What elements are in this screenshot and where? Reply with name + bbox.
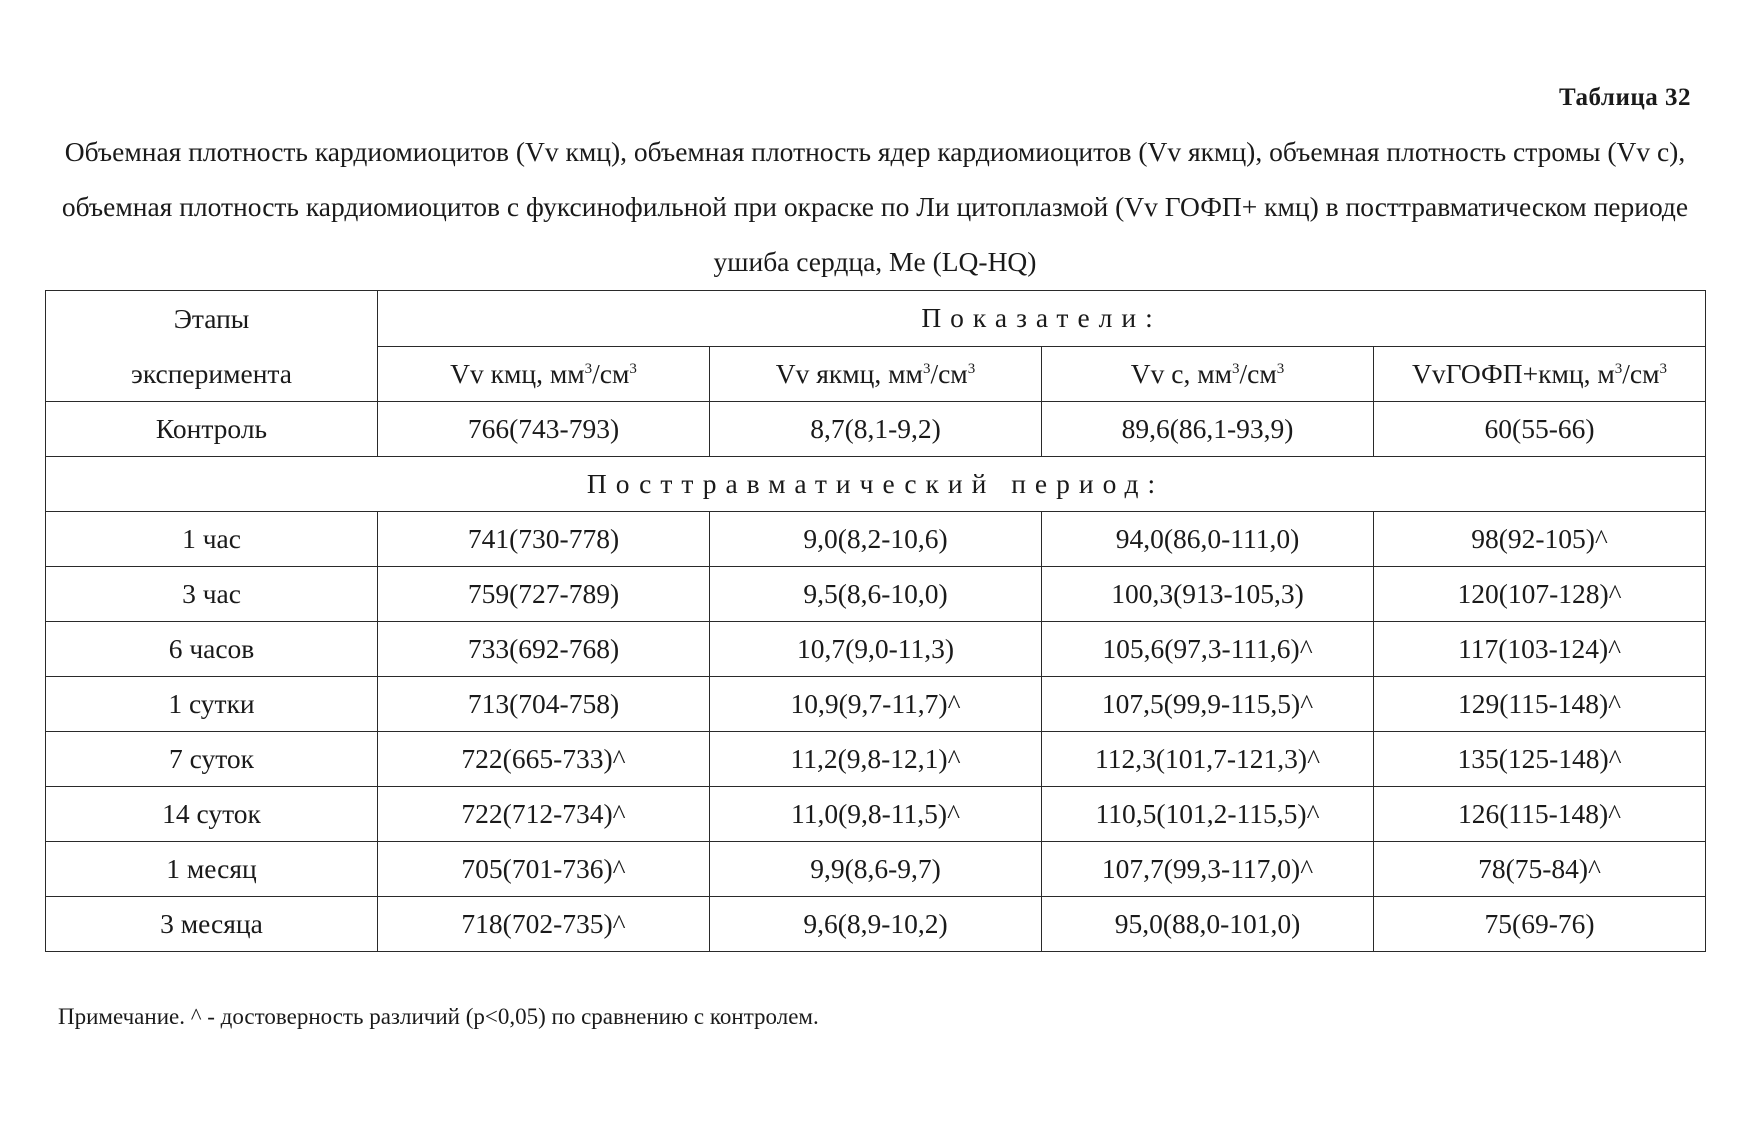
table-footnote: Примечание. ^ - достоверность различий (p<0,05) по сравнению с контролем.	[58, 1004, 819, 1029]
value-cell: 75(69-76)	[1374, 897, 1706, 952]
indicators-header: Показатели:	[378, 291, 1706, 347]
column-header: VvГОФП+кмц, $м^3/см^3$	[1374, 346, 1706, 402]
value-cell: 95,0(88,0-101,0)	[1042, 897, 1374, 952]
stage-column-header	[46, 291, 378, 402]
value-cell: 9,9(8,6-9,7)	[710, 842, 1042, 897]
data-table	[45, 290, 1706, 952]
stage-cell: 1 час	[46, 512, 378, 567]
table-caption: Объемная плотность кардиомиоцитов (Vv кмц), объемная плотность ядер кардиомиоцитов (Vv якмц), объемная плотность стромы (Vv с), объемная плотность кардиомиоцитов с фуксинофильной при окраске по Ли цитоплазмой (Vv ГОФП+ кмц) в посттравматическом периоде ушиба сердца, Me (LQ-HQ)	[61, 136, 1689, 277]
value-cell: 718(702-735)^	[378, 897, 710, 952]
value-cell: 713(704-758)	[378, 677, 710, 732]
table-row	[46, 512, 1706, 567]
value-cell: 11,2(9,8-12,1)^	[710, 732, 1042, 787]
value-cell: 107,7(99,3-117,0)^	[1042, 842, 1374, 897]
table-row	[46, 677, 1706, 732]
stage-cell: 1 сутки	[46, 677, 378, 732]
value-cell: 78(75-84)^	[1374, 842, 1706, 897]
value-cell: 9,5(8,6-10,0)	[710, 567, 1042, 622]
period-header: Посттравматический период:	[46, 457, 1706, 512]
value-cell: 705(701-736)^	[378, 842, 710, 897]
value-cell: 107,5(99,9-115,5)^	[1042, 677, 1374, 732]
value-cell: 10,7(9,0-11,3)	[710, 622, 1042, 677]
value-cell: 126(115-148)^	[1374, 787, 1706, 842]
value-cell: 11,0(9,8-11,5)^	[710, 787, 1042, 842]
stage-cell: 3 месяца	[46, 897, 378, 952]
value-cell: 100,3(913-105,3)	[1042, 567, 1374, 622]
period-header-row	[46, 457, 1706, 512]
table-row	[46, 897, 1706, 952]
value-cell: 759(727-789)	[378, 567, 710, 622]
value-cell: 10,9(9,7-11,7)^	[710, 677, 1042, 732]
table-number-label: Таблица 32	[1558, 84, 1691, 111]
value-cell: 89,6(86,1-93,9)	[1042, 402, 1374, 457]
table-row	[46, 842, 1706, 897]
value-cell: 766(743-793)	[378, 402, 710, 457]
value-cell: 117(103-124)^	[1374, 622, 1706, 677]
control-row	[46, 402, 1706, 457]
stage-cell: 1 месяц	[46, 842, 378, 897]
stage-cell: 6 часов	[46, 622, 378, 677]
stage-cell: Контроль	[46, 402, 378, 457]
value-cell: 60(55-66)	[1374, 402, 1706, 457]
value-cell: 135(125-148)^	[1374, 732, 1706, 787]
value-cell: 8,7(8,1-9,2)	[710, 402, 1042, 457]
table-row	[46, 567, 1706, 622]
value-cell: 105,6(97,3-111,6)^	[1042, 622, 1374, 677]
column-header: Vv якмц, $мм^3/см^3$	[710, 346, 1042, 402]
value-cell: 112,3(101,7-121,3)^	[1042, 732, 1374, 787]
table-row	[46, 622, 1706, 677]
value-cell: 98(92-105)^	[1374, 512, 1706, 567]
value-cell: 110,5(101,2-115,5)^	[1042, 787, 1374, 842]
column-header: Vv кмц, $мм^3/см^3$	[378, 346, 710, 402]
value-cell: 722(712-734)^	[378, 787, 710, 842]
stage-header-line2: эксперимента	[131, 358, 292, 389]
value-cell: 9,0(8,2-10,6)	[710, 512, 1042, 567]
value-cell: 120(107-128)^	[1374, 567, 1706, 622]
value-cell: 129(115-148)^	[1374, 677, 1706, 732]
value-cell: 733(692-768)	[378, 622, 710, 677]
stage-header-line1: Этапы	[173, 303, 250, 334]
value-cell: 94,0(86,0-111,0)	[1042, 512, 1374, 567]
stage-cell: 3 час	[46, 567, 378, 622]
column-header: Vv с, $мм^3/см^3$	[1042, 346, 1374, 402]
table-row	[46, 787, 1706, 842]
table-row	[46, 732, 1706, 787]
value-cell: 741(730-778)	[378, 512, 710, 567]
value-cell: 722(665-733)^	[378, 732, 710, 787]
value-cell: 9,6(8,9-10,2)	[710, 897, 1042, 952]
stage-cell: 14 суток	[46, 787, 378, 842]
header-row-1	[46, 291, 1706, 347]
stage-cell: 7 суток	[46, 732, 378, 787]
